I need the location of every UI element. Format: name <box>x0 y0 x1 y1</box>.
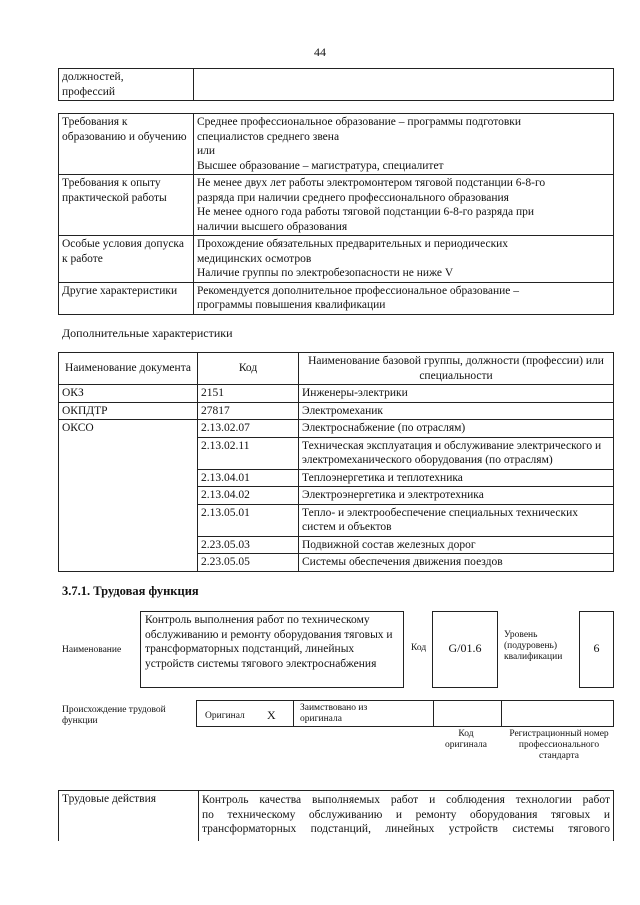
requirement-line: Не менее одного года работы тяговой подстанции 6-8-го разряда при <box>197 206 535 218</box>
additional-heading: Дополнительные характеристики <box>62 326 233 340</box>
requirement-line: наличии высшего образования <box>197 220 348 233</box>
requirement-row <box>59 236 614 283</box>
code-original-caption: Код оригинала <box>445 729 487 750</box>
origin-divider <box>293 701 294 726</box>
cell-code: 2.13.02.11 <box>198 437 299 469</box>
cell-code: 2.13.04.02 <box>198 487 299 505</box>
origin-label: Происхождение трудовой функции <box>62 705 166 726</box>
reg-number-caption: Регистрационный номер профессионального стандарта <box>509 729 609 761</box>
requirement-label: Другие характеристики <box>59 282 194 314</box>
requirements-table <box>58 113 614 315</box>
cell-code: 2.13.04.01 <box>198 469 299 487</box>
requirement-row <box>59 282 614 314</box>
requirement-line: специалистов среднего звена <box>197 130 340 143</box>
page-number: 44 <box>314 45 326 59</box>
requirement-label: Особые условия допуска к работе <box>59 236 194 283</box>
cell-name: Тепло- и электрообеспечение специальных технических систем и объектов <box>299 504 614 536</box>
requirement-row <box>59 175 614 236</box>
action-line: трансформаторных подстанций, линейных устройств системы тягового <box>202 823 610 835</box>
function-heading: 3.7.1. Трудовая функция <box>62 584 199 598</box>
function-code-label: Код <box>411 643 427 653</box>
original-mark: X <box>267 708 276 722</box>
top-fragment-label: должностей, профессий <box>59 69 194 101</box>
action-line: Контроль качества выполняемых работ и соблюдения технологии работ <box>202 794 610 806</box>
original-label: Оригинал <box>205 711 245 721</box>
requirement-line: Высшее образование – магистратура, специалитет <box>197 159 444 172</box>
origin-divider <box>501 701 502 726</box>
function-name-label: Наименование <box>62 645 122 655</box>
top-fragment-value <box>194 69 614 101</box>
borrowed-label: Заимствовано из оригинала <box>300 703 368 724</box>
requirement-line: Не менее двух лет работы электромонтером тяговой подстанции 6-8-го <box>197 177 546 189</box>
requirement-line: Наличие группы по электробезопасности не ниже V <box>197 267 454 279</box>
cell-name: Подвижной состав железных дорог <box>299 536 614 554</box>
header-code: Код <box>198 353 299 385</box>
requirement-value <box>194 282 614 314</box>
additional-header-row <box>59 353 614 385</box>
cell-code: 2.13.02.07 <box>198 420 299 438</box>
header-doc: Наименование документа <box>59 353 198 385</box>
cell-name: Электроснабжение (по отраслям) <box>299 420 614 438</box>
table-row <box>59 385 614 403</box>
cell-name: Электромеханик <box>299 402 614 420</box>
function-code-value: G/01.6 <box>432 611 498 688</box>
cell-name: Теплоэнергетика и теплотехника <box>299 469 614 487</box>
origin-box <box>196 700 614 727</box>
cell-code: 27817 <box>198 402 299 420</box>
cell-name: Инженеры-электрики <box>299 385 614 403</box>
cell-doc: ОКПДТР <box>59 402 198 420</box>
requirement-line: Прохождение обязательных предварительных и периодических <box>197 238 509 250</box>
table-row <box>59 420 614 438</box>
requirement-line: программы повышения квалификации <box>197 299 386 311</box>
requirement-label: Требования к опыту практической работы <box>59 175 194 236</box>
requirement-value <box>194 175 614 236</box>
cell-doc: ОКЗ <box>59 385 198 403</box>
additional-table <box>58 352 614 572</box>
requirement-value <box>194 236 614 283</box>
cell-name: Системы обеспечения движения поездов <box>299 554 614 572</box>
requirement-line: медицинских осмотров <box>197 252 312 265</box>
function-name-value: Контроль выполнения работ по техническому обслуживанию и ремонту оборудования тяговых и трансформаторных подстанций, линейных устройств системы тягового электроснабжения <box>140 611 404 688</box>
actions-value <box>199 791 614 842</box>
cell-code: 2.13.05.01 <box>198 504 299 536</box>
function-level-label: Уровень (подуровень) квалификации <box>504 630 563 662</box>
table-row <box>59 402 614 420</box>
requirement-line: разряда при наличии среднего профессионального образования <box>197 191 509 204</box>
top-fragment-table <box>58 68 614 101</box>
actions-table <box>58 790 614 841</box>
cell-code: 2.23.05.03 <box>198 536 299 554</box>
requirement-line: Рекомендуется дополнительное профессиональное образование – <box>197 284 520 297</box>
requirement-row <box>59 114 614 175</box>
cell-code: 2151 <box>198 385 299 403</box>
cell-name: Техническая эксплуатация и обслуживание электрического и электромеханического оборудования (по отраслям) <box>299 437 614 469</box>
function-level-value: 6 <box>579 611 614 688</box>
requirement-label: Требования к образованию и обучению <box>59 114 194 175</box>
cell-code: 2.23.05.05 <box>198 554 299 572</box>
requirement-value <box>194 114 614 175</box>
requirement-line: Среднее профессиональное образование – программы подготовки <box>197 116 522 128</box>
header-name: Наименование базовой группы, должности (профессии) или специальности <box>299 353 614 385</box>
actions-label: Трудовые действия <box>59 791 199 842</box>
cell-doc: ОКСО <box>59 420 198 572</box>
origin-divider <box>433 701 434 726</box>
cell-name: Электроэнергетика и электротехника <box>299 487 614 505</box>
action-line: по техническому обслуживанию и ремонту оборудования тяговых и <box>202 808 610 821</box>
requirement-line: или <box>197 145 216 157</box>
